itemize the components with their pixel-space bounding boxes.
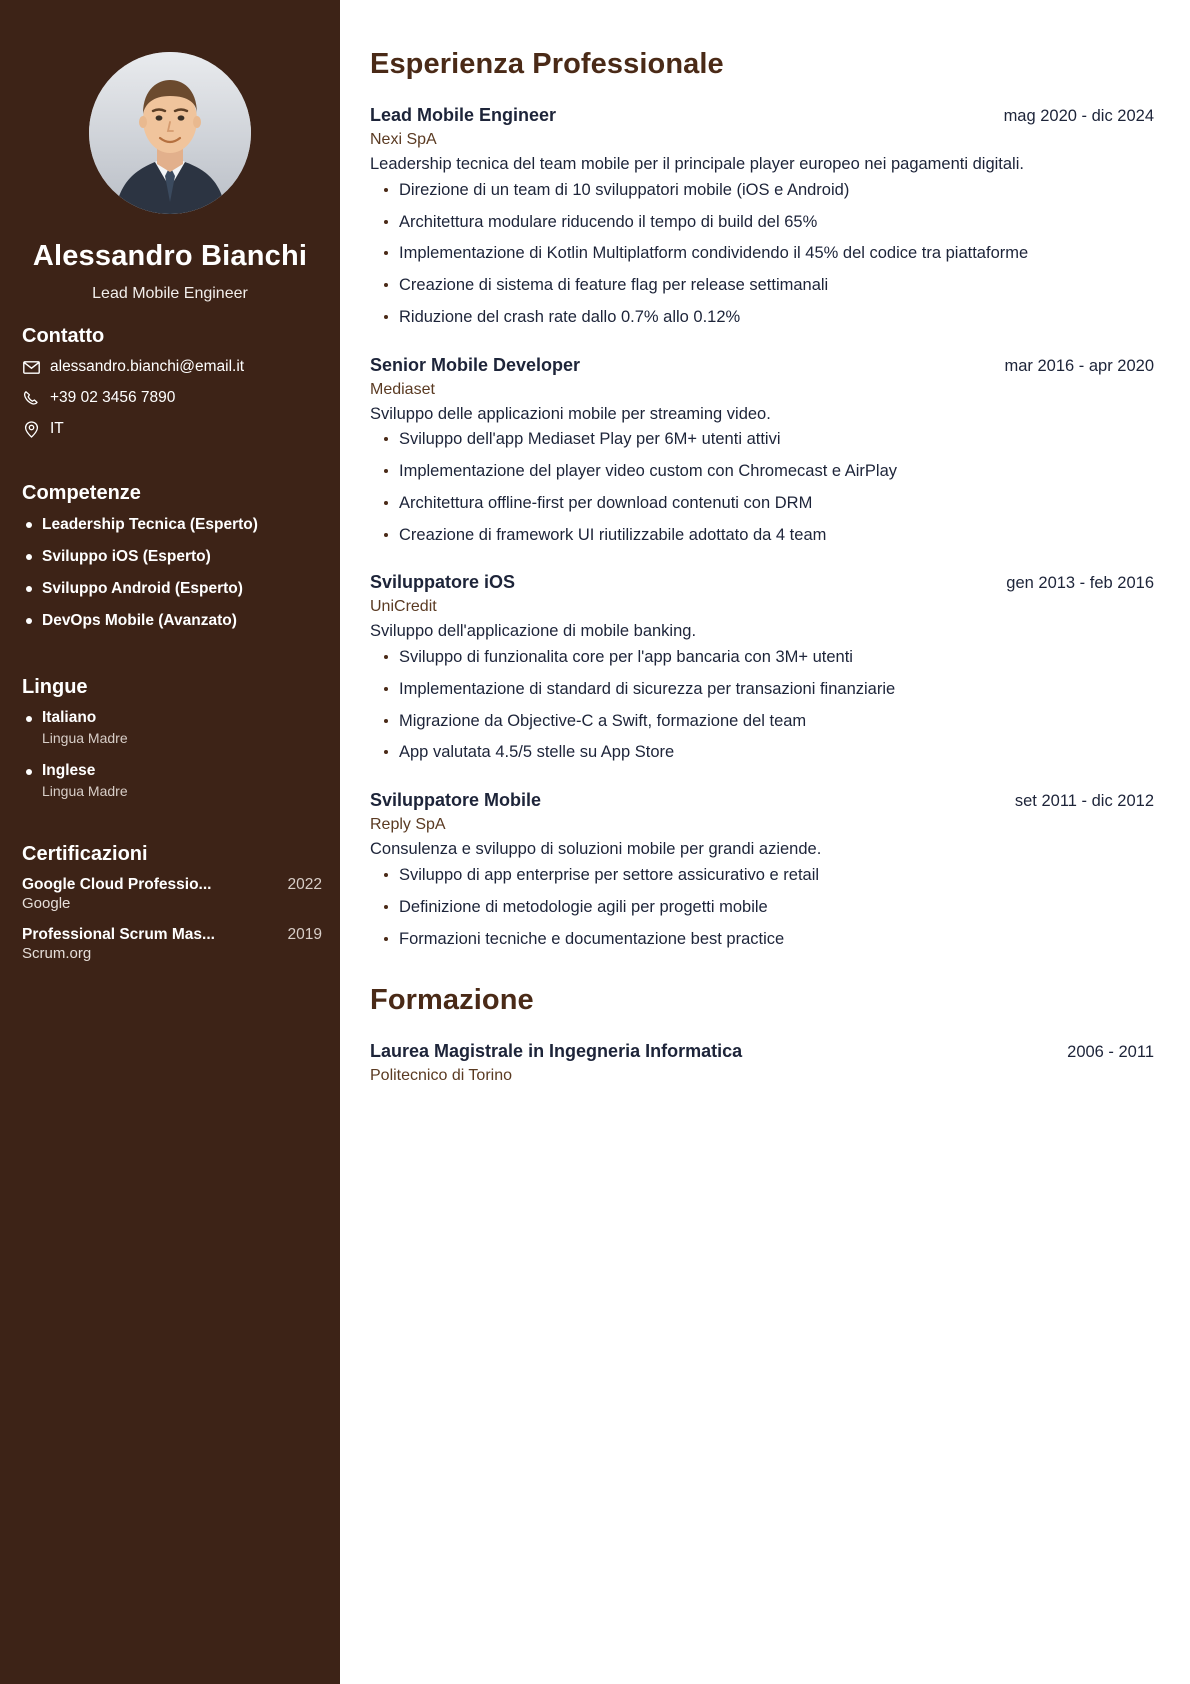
certification-item <box>18 926 322 962</box>
bullet-dot-icon <box>384 188 388 192</box>
education-institution: Politecnico di Torino <box>370 1067 513 1085</box>
achievement-item <box>370 928 1154 951</box>
contact-location <box>18 420 322 438</box>
contact-heading: Contatto <box>22 325 105 347</box>
experience-entry <box>370 572 1154 764</box>
achievement-text: Migrazione da Objective-C a Swift, formazione del team <box>399 711 807 730</box>
bullet-dot-icon <box>384 283 388 287</box>
achievement-item <box>370 646 1154 669</box>
bullet-dot-icon <box>384 873 388 877</box>
bullet-dot-icon <box>384 469 388 473</box>
achievement-item <box>370 306 1154 329</box>
experience-role: Sviluppatore iOS <box>370 572 516 593</box>
skill-item <box>18 579 322 599</box>
bullet-dot-icon <box>384 220 388 224</box>
achievement-text: Sviluppo di app enterprise per settore assicurativo e retail <box>399 866 820 885</box>
achievement-text: Creazione di framework UI riutilizzabile adottato da 4 team <box>399 525 827 544</box>
achievement-text: Sviluppo di funzionalita core per l'app bancaria con 3M+ utenti <box>399 648 853 667</box>
bullet-dot-icon <box>384 655 388 659</box>
experience-company: UniCredit <box>370 598 437 616</box>
experience-company: Mediaset <box>370 380 435 398</box>
achievement-item <box>370 274 1154 297</box>
experience-role: Senior Mobile Developer <box>370 354 581 375</box>
certification-name: Professional Scrum Mas... <box>22 925 215 943</box>
achievement-text: Architettura offline-first per download contenuti con DRM <box>399 493 813 512</box>
bullet-dot-icon <box>384 251 388 255</box>
language-level: Lingua Madre <box>42 782 128 799</box>
avatar <box>89 52 251 214</box>
certification-year: 2022 <box>287 875 322 893</box>
certification-name: Google Cloud Professio... <box>22 875 212 893</box>
experience-section-title: Esperienza Professionale <box>370 48 724 80</box>
achievement-text: Sviluppo dell'app Mediaset Play per 6M+ utenti attivi <box>399 430 781 449</box>
sidebar <box>0 0 340 1684</box>
bullet-dot-icon <box>384 533 388 537</box>
achievement-item <box>370 678 1154 701</box>
achievement-text: Riduzione del crash rate dallo 0.7% allo 0.12% <box>399 307 741 326</box>
bullet-dot-icon <box>26 769 32 775</box>
achievement-text: Implementazione del player video custom con Chromecast e AirPlay <box>399 462 897 481</box>
skill-item <box>18 515 322 535</box>
certification-year: 2019 <box>287 925 322 943</box>
certification-item <box>18 876 322 912</box>
bullet-dot-icon <box>384 937 388 941</box>
bullet-dot-icon <box>26 554 32 560</box>
experience-achievements <box>370 864 1154 950</box>
education-degree: Laurea Magistrale in Ingegneria Informatica <box>370 1041 743 1062</box>
contact-phone-value: +39 02 3456 7890 <box>50 389 176 406</box>
bullet-dot-icon <box>26 716 32 722</box>
achievement-text: App valutata 4.5/5 stelle su App Store <box>399 743 675 762</box>
contact-email[interactable] <box>18 358 322 376</box>
bullet-dot-icon <box>384 315 388 319</box>
bullet-dot-icon <box>384 905 388 909</box>
experience-achievements <box>370 646 1154 764</box>
skill-label: DevOps Mobile (Avanzato) <box>42 612 237 630</box>
bullet-dot-icon <box>384 687 388 691</box>
profile-photo-wrap <box>18 0 322 214</box>
bullet-dot-icon <box>384 719 388 723</box>
language-item <box>18 762 322 799</box>
experience-entry <box>370 105 1154 329</box>
experience-entry <box>370 355 1154 547</box>
certifications-heading: Certificazioni <box>22 842 148 865</box>
education-entry <box>370 1041 1154 1085</box>
education-section-title: Formazione <box>370 984 534 1017</box>
achievement-item <box>370 524 1154 547</box>
candidate-name: Alessandro Bianchi <box>32 240 308 272</box>
experience-role: Lead Mobile Engineer <box>370 105 557 125</box>
contact-email-value: alessandro.bianchi@email.it <box>50 358 245 375</box>
contact-phone[interactable] <box>18 389 322 407</box>
achievement-item <box>370 460 1154 483</box>
achievement-item <box>370 741 1154 764</box>
bullet-dot-icon <box>384 750 388 754</box>
bullet-dot-icon <box>384 437 388 441</box>
experience-description: Sviluppo dell'applicazione di mobile banking. <box>370 622 697 641</box>
education-dates: 2006 - 2011 <box>1067 1043 1154 1062</box>
skill-item <box>18 547 322 567</box>
candidate-job-title: Lead Mobile Engineer <box>92 285 248 302</box>
experience-company: Nexi SpA <box>370 131 437 148</box>
achievement-text: Implementazione di standard di sicurezza per transazioni finanziarie <box>399 679 896 698</box>
experience-entry <box>370 790 1154 950</box>
achievement-item <box>370 428 1154 451</box>
experience-description: Leadership tecnica del team mobile per il principale player europeo nei pagamenti digitali. <box>370 155 1024 173</box>
skill-item <box>18 611 322 631</box>
bullet-dot-icon <box>384 501 388 505</box>
language-level: Lingua Madre <box>42 729 128 746</box>
certification-issuer: Scrum.org <box>22 944 92 962</box>
skill-label: Leadership Tecnica (Esperto) <box>42 516 258 533</box>
experience-description: Consulenza e sviluppo di soluzioni mobile per grandi aziende. <box>370 840 822 859</box>
experience-description: Sviluppo delle applicazioni mobile per streaming video. <box>370 404 771 423</box>
envelope-icon <box>22 361 40 374</box>
certification-issuer: Google <box>22 894 71 912</box>
achievement-item <box>370 242 1154 265</box>
language-name: Italiano <box>42 708 97 726</box>
achievement-item <box>370 710 1154 733</box>
experience-achievements <box>370 428 1154 546</box>
experience-dates: gen 2013 - feb 2016 <box>1006 574 1154 593</box>
skill-label: Sviluppo Android (Esperto) <box>42 580 243 598</box>
language-name: Inglese <box>42 761 96 779</box>
bullet-dot-icon <box>26 586 32 592</box>
experience-dates: mar 2016 - apr 2020 <box>1004 356 1154 375</box>
languages-heading: Lingue <box>22 675 88 698</box>
contact-location-value: IT <box>50 420 64 437</box>
skill-label: Sviluppo iOS (Esperto) <box>42 548 211 566</box>
language-item <box>18 709 322 746</box>
achievement-text: Implementazione di Kotlin Multiplatform condividendo il 45% del codice tra piattaforme <box>399 244 1029 263</box>
achievement-text: Direzione di un team di 10 sviluppatori mobile (iOS e Android) <box>399 180 850 199</box>
experience-dates: set 2011 - dic 2012 <box>1014 792 1154 811</box>
achievement-item <box>370 864 1154 887</box>
bullet-dot-icon <box>26 618 32 624</box>
skills-heading: Competenze <box>22 482 141 504</box>
achievement-item <box>370 179 1154 202</box>
achievement-text: Creazione di sistema di feature flag per release settimanali <box>399 276 829 295</box>
experience-dates: mag 2020 - dic 2024 <box>1003 107 1154 125</box>
phone-icon <box>22 390 40 406</box>
experience-role: Sviluppatore Mobile <box>370 790 542 811</box>
achievement-item <box>370 211 1154 234</box>
achievement-item <box>370 492 1154 515</box>
experience-company: Reply SpA <box>370 816 446 834</box>
main-content <box>340 0 1190 1684</box>
experience-achievements <box>370 179 1154 329</box>
achievement-text: Formazioni tecniche e documentazione best practice <box>399 929 785 948</box>
bullet-dot-icon <box>26 522 32 528</box>
location-pin-icon <box>22 421 40 438</box>
achievement-text: Architettura modulare riducendo il tempo di build del 65% <box>399 212 818 231</box>
achievement-item <box>370 896 1154 919</box>
achievement-text: Definizione di metodologie agili per progetti mobile <box>399 897 768 916</box>
